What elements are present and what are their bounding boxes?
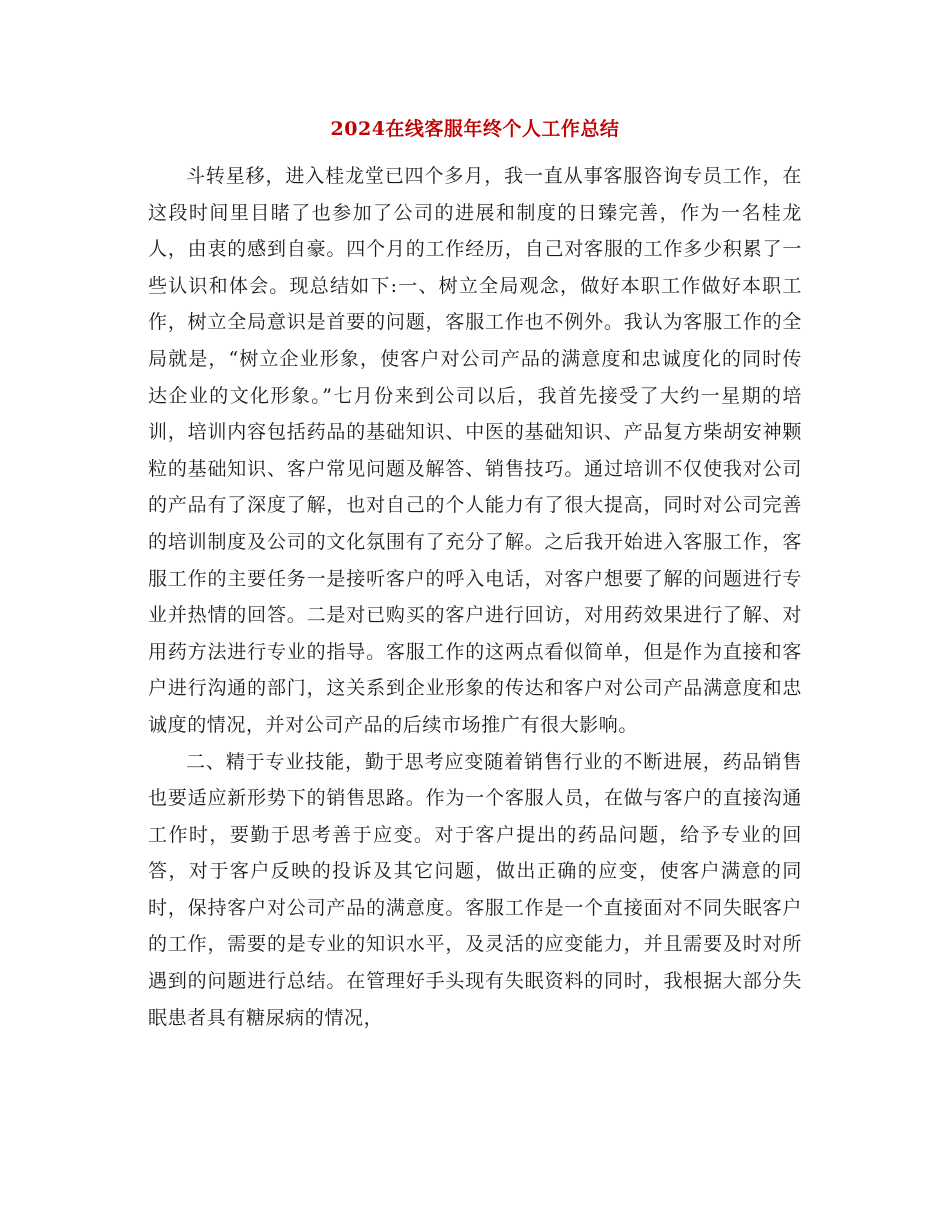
paragraph-1: 斗转星移，进入桂龙堂已四个多月，我一直从事客服咨询专员工作，在这段时间里目睹了也参加了公司的进展和制度的日臻完善，作为一名桂龙人，由衷的感到自豪。四个月的工作经历，自己对客服的工作多少积累了一些认识和体会。现总结如下:一、树立全局观念，做好本职工作做好本职工作，树立全局意识是首要的问题，客服工作也不例外。我认为客服工作的全局就是，“树立企业形象，使客户对公司产品的满意度和忠诚度化的同时传达企业的文化形象。”七月份来到公司以后，我首先接受了大约一星期的培训，培训内容包括药品的基础知识、中医的基础知识、产品复方柴胡安神颗粒的基础知识、客户常见问题及解答、销售技巧。通过培训不仅使我对公司的产品有了深度了解，也对自己的个人能力有了很大提高，同时对公司完善的培训制度及公司的文化氛围有了充分了解。之后我开始进入客服工作，客服工作的主要任务一是接听客户的呼入电话，对客户想要了解的问题进行专业并热情的回答。二是对已购买的客户进行回访，对用药效果进行了解、对用药方法进行专业的指导。客服工作的这两点看似简单，但是作为直接和客户进行沟通的部门，这关系到企业形象的传达和客户对公司产品满意度和忠诚度的情况，并对公司产品的后续市场推广有很大影响。 (148, 165, 802, 736)
paragraph-2: 二、精于专业技能，勤于思考应变随着销售行业的不断进展，药品销售也要适应新形势下的销售思路。作为一个客服人员，在做与客户的直接沟通工作时，要勤于思考善于应变。对于客户提出的药品问题，给予专业的回答，对于客户反映的投诉及其它问题，做出正确的应变，使客户满意的同时，保持客户对公司产品的满意度。客服工作是一个直接面对不同失眠客户的工作，需要的是专业的知识水平，及灵活的应变能力，并且需要及时对所遇到的问题进行总结。在管理好手头现有失眠资料的同时，我根据大部分失眠患者具有糖尿病的情况， (148, 750, 802, 1029)
document-title: 2024在线客服年终个人工作总结 (330, 118, 620, 140)
